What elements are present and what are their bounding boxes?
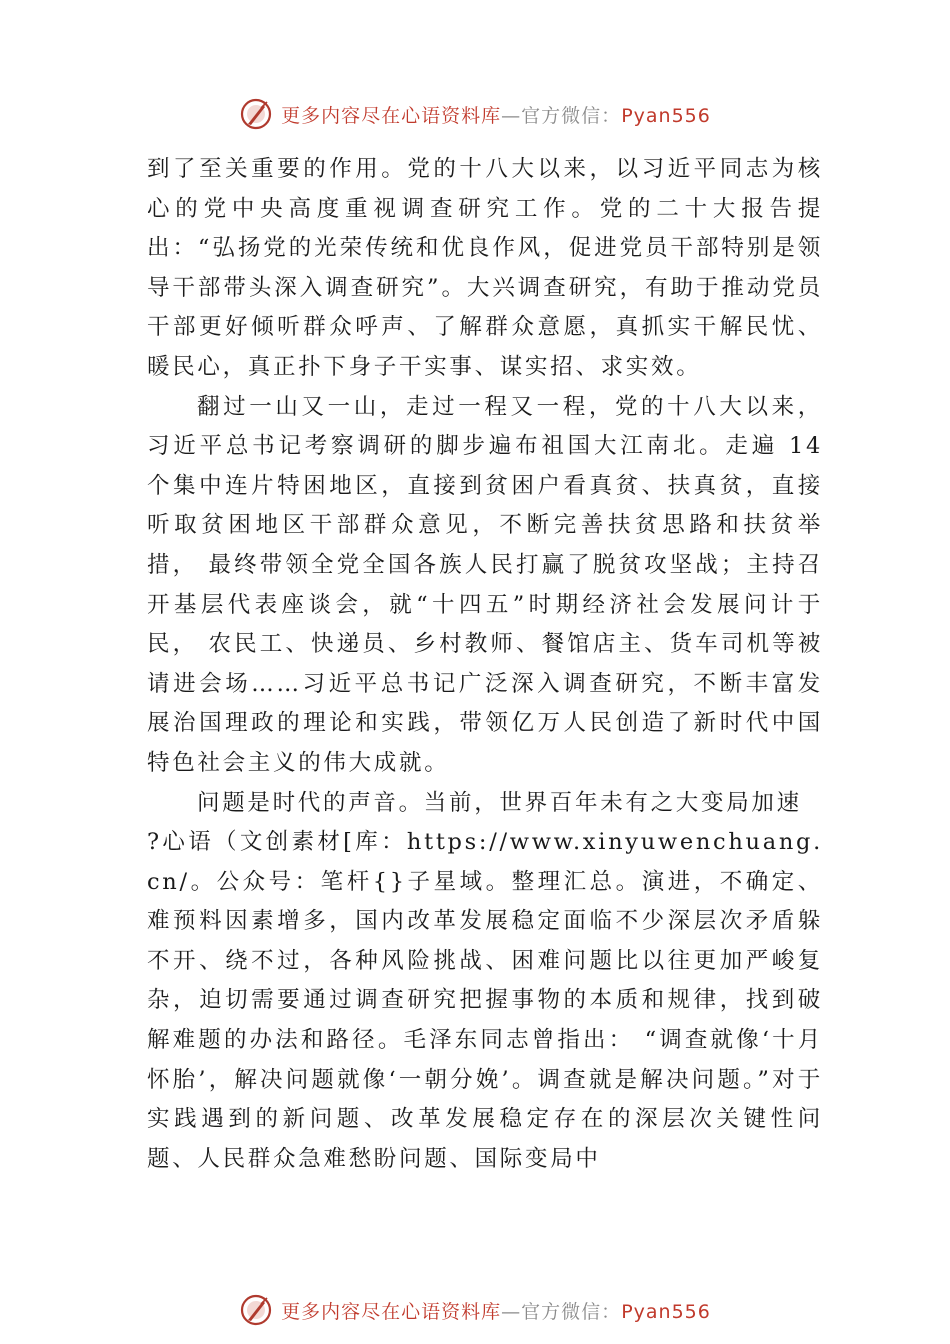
quill-seal-icon: [239, 1293, 273, 1327]
paragraph-problems-continued: ?心语（文创素材[库：https://www.xinyuwenchuang.cn/。公众号：笔杆{}子星域。整理汇总。演进，不确定、难预料因素增多，国内改革发展稳定面临不少深层次矛盾躲不开、绕不过，各种风险挑战、困难问题比以往更加严峻复杂，迫切需要通过调查研究把握事物的本质和规律，找到破解难题的办法和路径。毛泽东同志曾指出： “调查就像‘十月怀胎’，解决问题就像‘一朝分娩’。调查就是解决问题。”对于实践遇到的新问题、改革发展稳定存在的深层次关键性问题、人民群众急难愁盼问题、国际变局中: [147, 829, 823, 1172]
header-banner-text: [281, 101, 711, 128]
document-body: [147, 150, 823, 1179]
header-brand: 更多内容尽在心语资料库: [281, 104, 502, 127]
quill-seal-icon: [239, 97, 273, 131]
header-banner: [0, 94, 950, 134]
header-wechat-label: 官方微信：: [521, 104, 622, 127]
header-wechat-id: Pyan556: [621, 104, 711, 127]
paragraph-problems-intro: 问题是时代的声音。当前，世界百年未有之大变局加速: [197, 789, 802, 816]
paragraph-continuation: 到了至关重要的作用。党的十八大以来，以习近平同志为核心的党中央高度重视调查研究工作。党的二十大报告提出：“弘扬党的光荣传统和优良作风，促进党员干部特别是领导干部带头深入调查研究”。大兴调查研究，有助于推动党员干部更好倾听群众呼声、了解群众意愿，真抓实干解民忧、暖民心，真正扑下身子干实事、谋实招、求实效。: [147, 156, 823, 380]
footer-wechat-id: Pyan556: [621, 1300, 711, 1323]
header-separator: —: [501, 104, 522, 127]
footer-banner: [0, 1290, 950, 1330]
paragraph-inspection-tours: 翻过一山又一山，走过一程又一程，党的十八大以来，习近平总书记考察调研的脚步遍布祖国大江南北。走遍 14 个集中连片特困地区，直接到贫困户看真贫、扶真贫，直接听取贫困地区干部群众意见，不断完善扶贫思路和扶贫举措， 最终带领全党全国各族人民打赢了脱贫攻坚战；主持召开基层代表座谈会，就“十四五”时期经济社会发展问计于民， 农民工、快递员、乡村教师、餐馆店主、货车司机等被请进会场……习近平总书记广泛深入调查研究，不断丰富发展治国理政的理论和实践，带领亿万人民创造了新时代中国特色社会主义的伟大成就。: [147, 393, 823, 776]
footer-wechat-label: 官方微信：: [521, 1300, 622, 1323]
footer-banner-text: [281, 1297, 711, 1324]
footer-brand: 更多内容尽在心语资料库: [281, 1300, 502, 1323]
footer-separator: —: [501, 1300, 522, 1323]
